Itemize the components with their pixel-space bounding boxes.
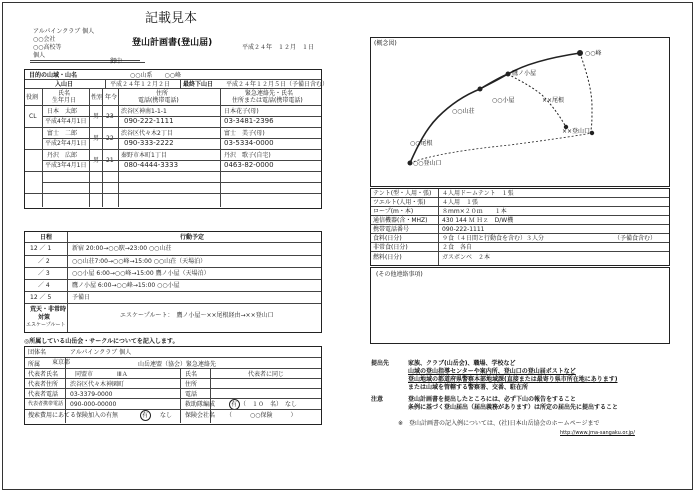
individual-label: 個人	[33, 52, 46, 59]
rep-mobile-value: 090-000-00000	[70, 401, 117, 408]
sched-5-plan: 予備日	[72, 294, 91, 301]
school-name: ○○高校等	[33, 44, 62, 51]
member-2-sex: 男	[93, 135, 100, 142]
assoc-label: 山岳連盟（協会）緊急連絡先	[138, 361, 217, 368]
map-trailhead-oo: ○○登山口	[413, 160, 442, 167]
escape-route: エスケープルート： 鷹ノ小屋～××尾根経由→××登山口	[120, 312, 274, 319]
map-label: (概念図)	[374, 40, 397, 47]
col-em-address: 住所または電話(携帯電話)	[232, 97, 303, 104]
submission-line-4: または山域を管轄する警察署、交番、駐在所	[408, 384, 529, 391]
insurer-value: （ ○○保険 ）	[226, 412, 297, 419]
col-date: 日程	[40, 234, 53, 241]
submission-line-1: 家族、クラブ(山岳会)、職場、学校など	[408, 360, 516, 367]
map-ridge-route: ○○尾根	[410, 140, 433, 147]
affil-label: 所属	[28, 361, 41, 368]
rep-phone-label: 代表者電話	[28, 391, 59, 398]
col-birth: 生年月日	[52, 97, 77, 104]
notes-label: (その他連絡事項)	[376, 271, 423, 278]
exit-value: 平成２４年１２月５日（予備日含む）	[226, 81, 329, 88]
insurance-question: 捜索費用にあてる保険加入の有無	[28, 412, 119, 419]
equip-5-label: 携帯電話番号	[373, 226, 410, 233]
map-hut-small: ○○小屋	[492, 97, 515, 104]
member-1-phone: 090-222-1111	[124, 117, 174, 125]
equip-6-value: ９食（４日間と行動食を含む）３人分	[442, 235, 545, 242]
member-2-name: 富士 二郎	[47, 130, 78, 137]
equip-8-value: ガスボンベ ２本	[442, 254, 491, 261]
rep-name-value: 同盟市 ⅠⅡＡ	[75, 371, 128, 378]
rep-name-label: 代表者氏名	[28, 371, 59, 378]
member-1-em-phone: 03-3481-2396	[224, 117, 274, 125]
submission-line-5: 登山計画書を提出したところには、必ず下山の報告をすること	[408, 396, 577, 403]
form-title: 登山計画書(登山届)	[132, 38, 213, 48]
jma-url-link[interactable]: http://www.jma-sangaku.or.jp/	[560, 430, 635, 436]
map-lodge: ○○山荘	[452, 108, 475, 115]
rain-label-2: 対策	[38, 314, 51, 321]
submission-line-7: ※ 登山計画書の記入例については、(社)日本山岳協会のホームページまで	[398, 420, 600, 427]
equip-5-value: 090-222-1111	[442, 226, 485, 233]
member-1-sex: 男	[93, 113, 100, 120]
rain-label-1: 荒天・非常時	[30, 306, 67, 313]
member-1-em-name: 日本花子(母)	[224, 108, 259, 115]
submission-label: 提出先	[371, 360, 390, 367]
member-1-role: CL	[29, 113, 37, 120]
company-name: ○○会社	[33, 36, 56, 43]
member-2-birth: 平成2年4月1日	[45, 140, 87, 147]
submission-line-3: 登山地域の都道府県警察本部地域課(直接または最寄り県市所在地にあります)	[408, 376, 618, 383]
party-name: アルパインクラブ 個人	[33, 28, 95, 35]
col-role: 役割	[26, 94, 39, 101]
map-ridge: ××尾根	[542, 97, 565, 104]
map-trailhead-xx: ××登山口	[562, 128, 591, 135]
exit-label: 最終下山日	[183, 81, 214, 88]
member-2-phone: 090-333-2222	[124, 139, 174, 147]
equip-3-label: ロープ(m・本)	[373, 208, 414, 215]
rep-phone-value: 03-3379-0000	[70, 391, 113, 398]
entry-label: 入山日	[55, 81, 74, 88]
entry-value: 平成２４年１２月２日	[110, 81, 171, 88]
member-2-age: 22	[106, 135, 114, 142]
member-1-name: 日本 太郎	[47, 108, 78, 115]
org-heading: ◎所属している山岳会・サークルについてを記入します。	[24, 338, 179, 345]
sched-4-date: ／ 4	[38, 282, 50, 289]
member-2-em-phone: 03-5334-0000	[224, 139, 274, 147]
member-1-age: 23	[106, 113, 114, 120]
sched-4-plan: 鷹ノ小屋 6:00→○○峰→15:00 ○○小屋	[72, 282, 180, 289]
rep-mobile-label: 代表者携帯電話	[28, 401, 64, 407]
col-age: 年令	[105, 94, 118, 101]
equip-6-extra: （予備食含む）	[614, 235, 657, 242]
member-3-address: 秦野市本町1丁目	[121, 152, 167, 159]
submission-line-6: 条例に基づく登山届出（届出義務があります）は所定の届出先に提出すること	[408, 404, 619, 411]
equip-6-label: 食料(日分)	[373, 235, 402, 242]
equip-7-value: ２食 各自	[442, 244, 473, 251]
sched-2-date: ／ 2	[38, 258, 50, 265]
map-peak: ○○峰	[585, 50, 602, 57]
col-sex: 性別	[91, 94, 104, 101]
insurance-answer: 有 なし	[142, 412, 173, 419]
equip-2-label: ツエルト(人用・張)	[373, 199, 426, 206]
member-3-phone: 080-4444-3333	[124, 161, 179, 169]
equip-4-label: 通信機器(含・MHZ)	[373, 217, 428, 224]
col-phone: 電話(携帯電話)	[138, 97, 179, 104]
rep-addr-label: 代表者住所	[28, 381, 59, 388]
sched-3-plan: ○○小屋 6:00→○○峰→15:00 鷹ノ小屋（天場泊）	[72, 270, 210, 277]
notes-box	[370, 267, 670, 344]
sched-1-date: 12 ／ 1	[30, 245, 52, 252]
caution-label: 注意	[371, 396, 384, 403]
member-2-address: 渋谷区代々木2丁目	[121, 130, 173, 137]
col-plan: 行動予定	[180, 234, 205, 241]
member-3-birth: 平成3年4月1日	[45, 162, 87, 169]
name-value: 代表者に同じ	[248, 371, 285, 378]
rep-addr-value: 渋谷区代々木神園町	[70, 381, 125, 388]
equip-2-value: ４人用 １張	[442, 199, 479, 206]
name-label: 氏名	[185, 371, 198, 378]
addr-label: 住所	[185, 381, 198, 388]
affil-value: 東京都	[52, 359, 71, 366]
submission-line-2: 山域の登山指導センターや案内所、登山口の登山届ポストなど	[408, 368, 576, 375]
member-3-age: 21	[106, 157, 114, 164]
col-name: 氏名	[58, 90, 71, 97]
map-hut-taka: 鷹ノ小屋	[512, 70, 537, 77]
col-emergency: 緊急連絡先・氏名	[245, 90, 294, 97]
sample-title: 記載見本	[145, 11, 198, 26]
equip-1-label: テント(型・人用・張)	[373, 190, 432, 197]
equip-1-value: ４人用ドームテント １張	[442, 190, 514, 197]
col-address: 住所	[156, 90, 169, 97]
member-1-birth: 平成4年4月1日	[45, 118, 87, 125]
submission-date: 平成２４年 １２月 １日	[242, 44, 315, 51]
destination-value: ○○山系 ○○峰	[130, 72, 181, 79]
group-label: 団体名	[28, 349, 47, 356]
equip-4-value: 430 144 Ｍ Ｈｚ D/W機	[442, 217, 514, 224]
member-2-em-name: 富士 美子(母)	[224, 130, 265, 137]
equip-8-label: 燃料(日分)	[373, 254, 402, 261]
rescue-label: 救助隊編成	[185, 401, 216, 408]
insurer-label: 保険会社名	[185, 412, 216, 419]
sched-2-plan: ○○山荘7:00→○○峰→15:00 ○○山荘（天場泊）	[72, 258, 207, 265]
destination-label: 目的の山域・山名	[29, 72, 78, 79]
group-value: アルパインクラブ 個人	[70, 349, 132, 356]
member-3-name: 丹沢 広郎	[47, 152, 78, 159]
recipient-suffix: 御中	[110, 58, 123, 65]
phone-label: 電話	[185, 391, 198, 398]
member-3-em-name: 丹沢 歌子(自宅)	[224, 152, 271, 159]
rescue-value: 有 （ １０ 名） なし	[231, 401, 298, 408]
sched-5-date: 12 ／ 5	[30, 294, 52, 301]
equip-3-value: ８mm×２０ｍ １本	[442, 208, 507, 215]
member-3-sex: 男	[93, 157, 100, 164]
sched-3-date: ／ 3	[38, 270, 50, 277]
rain-label-3: エスケープルート	[26, 322, 66, 328]
member-3-em-phone: 0463-82-0000	[224, 161, 274, 169]
equip-7-label: 非常食(日分)	[373, 244, 408, 251]
member-1-address: 渋谷区神南1-1-1	[121, 108, 167, 115]
sched-1-plan: 新宿 20:00→○○駅→23:00 ○○山荘	[72, 245, 172, 252]
